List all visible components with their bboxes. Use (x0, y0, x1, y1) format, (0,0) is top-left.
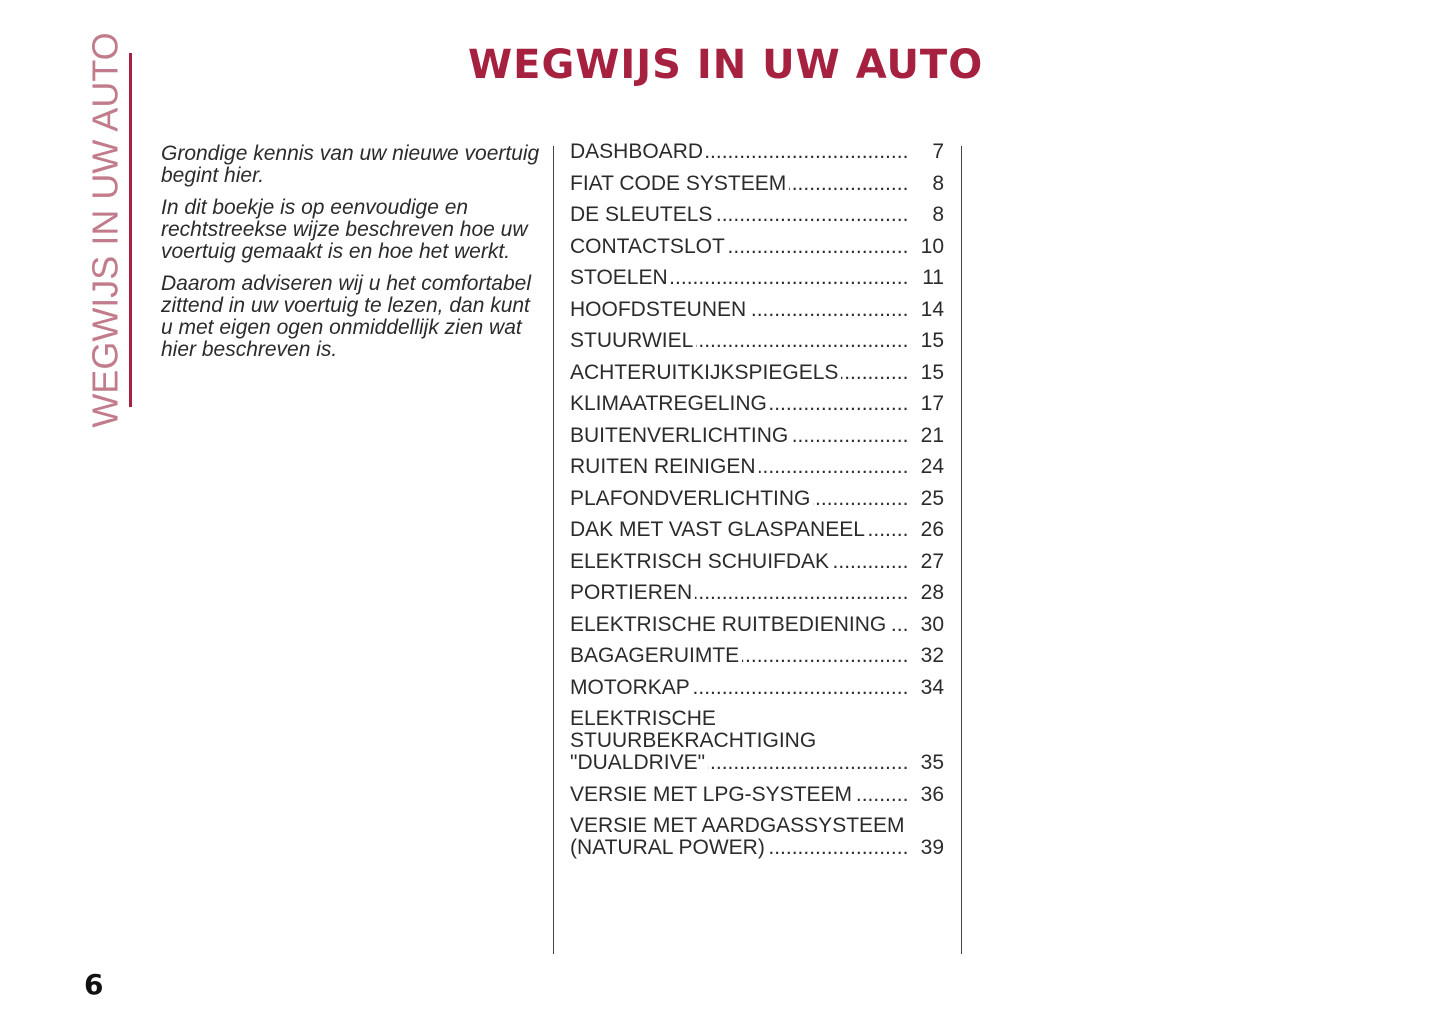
toc-item-page: 27 (920, 549, 944, 573)
toc-item[interactable] (570, 519, 944, 541)
toc-item-label (570, 708, 907, 774)
intro-text (161, 143, 546, 371)
toc-item-page: 36 (920, 782, 944, 806)
toc-item-page: 11 (922, 266, 944, 289)
toc-item-page: 8 (932, 203, 944, 226)
toc-item[interactable] (570, 784, 944, 806)
toc-item[interactable] (570, 645, 944, 667)
toc-item-label-text: VERSIE MET LPG-SYSTEEM (570, 784, 855, 806)
toc-item-label-text: PORTIEREN (570, 582, 695, 604)
toc-item-label-text: RUITEN REINIGEN (570, 456, 759, 478)
toc-item-label (570, 330, 907, 352)
toc-item-label (570, 425, 907, 447)
toc-item-label (570, 551, 907, 573)
intro-paragraph: Daarom adviseren wij u het comfortabel zittend in uw voertuig te lezen, dan kunt u met eigen ogen onmiddellijk zien wat hier beschreven is. (161, 272, 532, 361)
toc-item-label (570, 204, 907, 226)
toc-item-page: 15 (920, 360, 944, 384)
toc-item-label (570, 519, 907, 541)
toc-item-page: 14 (920, 297, 944, 321)
toc-item-label (570, 815, 907, 859)
toc-item-page: 25 (920, 486, 944, 510)
toc-item-label (570, 784, 907, 806)
toc-item-label (570, 677, 907, 699)
toc-item-label (570, 614, 907, 636)
toc-item[interactable] (570, 299, 944, 321)
toc-item[interactable] (570, 582, 944, 604)
toc-item-label-text: DAK MET VAST GLASPANEEL (570, 519, 868, 541)
toc-item-page: 26 (920, 518, 944, 541)
toc-item-page: 34 (920, 675, 944, 699)
toc-item[interactable] (570, 614, 944, 636)
toc-item-label (570, 456, 907, 478)
toc-item-label-text: MOTORKAP (570, 677, 693, 699)
toc-item[interactable] (570, 330, 944, 352)
toc-item-page: 7 (932, 140, 944, 163)
toc-item-label (570, 488, 907, 510)
intro-paragraph: In dit boekje is op eenvoudige en rechtstreekse wijze beschreven hoe uw voertuig gemaakt is en hoe het werkt. (161, 196, 528, 263)
table-of-contents (570, 141, 944, 869)
toc-item-label-text: ELEKTRISCHE STUURBEKRACHTIGING "DUALDRIVE" (570, 708, 817, 774)
toc-item-label-text: ACHTERUITKIJKSPIEGELS (570, 362, 841, 384)
toc-item-page: 35 (920, 751, 944, 774)
toc-item[interactable] (570, 677, 944, 699)
toc-item-label-text: HOOFDSTEUNEN (570, 299, 749, 321)
toc-item-label (570, 236, 907, 258)
toc-item-page: 21 (920, 423, 944, 447)
toc-item-label-text: VERSIE MET AARDGASSYSTEEM (NATURAL POWER) (570, 815, 905, 859)
side-section-title (85, 32, 126, 428)
toc-item[interactable] (570, 236, 944, 258)
toc-item-label-text: FIAT CODE SYSTEEM (570, 173, 789, 195)
toc-item-label (570, 173, 907, 195)
toc-item-label (570, 582, 907, 604)
toc-right-rule (961, 146, 962, 954)
side-rule (129, 53, 132, 407)
toc-left-rule (553, 146, 554, 954)
toc-item-label (570, 299, 907, 321)
toc-item-label-text: ELEKTRISCH SCHUIFDAK (570, 551, 832, 573)
toc-item-label-text: CONTACTSLOT (570, 236, 728, 258)
intro-paragraph: Grondige kennis van uw nieuwe voertuig begint hier. (161, 142, 540, 187)
toc-item[interactable] (570, 456, 944, 478)
toc-item-label-text: PLAFONDVERLICHTING (570, 488, 813, 510)
toc-item[interactable] (570, 141, 944, 163)
page-number: 6 (84, 968, 104, 1001)
toc-item-page: 24 (920, 455, 944, 478)
toc-item[interactable] (570, 267, 944, 289)
toc-item-page: 28 (920, 581, 944, 604)
toc-item-label (570, 645, 907, 667)
toc-item-page: 15 (920, 329, 944, 352)
toc-item-label (570, 267, 907, 289)
toc-item-page: 39 (920, 836, 944, 859)
toc-item-page: 30 (920, 612, 944, 636)
toc-item-label-text: DASHBOARD (570, 141, 706, 163)
toc-item-page: 8 (932, 171, 944, 195)
toc-item-label (570, 362, 907, 384)
toc-item[interactable] (570, 425, 944, 447)
toc-item-page: 32 (920, 644, 944, 667)
toc-item[interactable] (570, 815, 944, 859)
toc-item-label-text: KLIMAATREGELING (570, 393, 770, 415)
toc-item[interactable] (570, 708, 944, 774)
toc-item-page: 10 (920, 234, 944, 258)
toc-item-label-text: STOELEN (570, 267, 671, 289)
toc-item-label (570, 141, 907, 163)
toc-item[interactable] (570, 488, 944, 510)
toc-item[interactable] (570, 551, 944, 573)
toc-item-label-text: BUITENVERLICHTING (570, 425, 791, 447)
toc-item-label-text: ELEKTRISCHE RUITBEDIENING (570, 614, 889, 636)
toc-item[interactable] (570, 393, 944, 415)
toc-item[interactable] (570, 204, 944, 226)
toc-item-label (570, 393, 907, 415)
toc-item[interactable] (570, 173, 944, 195)
toc-item-label-text: STUURWIEL (570, 330, 696, 352)
toc-item[interactable] (570, 362, 944, 384)
toc-item-page: 17 (920, 392, 944, 415)
toc-item-label-text: BAGAGERUIMTE (570, 645, 742, 667)
toc-item-label-text: DE SLEUTELS (570, 204, 715, 226)
side-section-title-text: WEGWIJS IN UW AUTO (85, 32, 126, 428)
page-title: WEGWIJS IN UW AUTO (468, 42, 984, 88)
